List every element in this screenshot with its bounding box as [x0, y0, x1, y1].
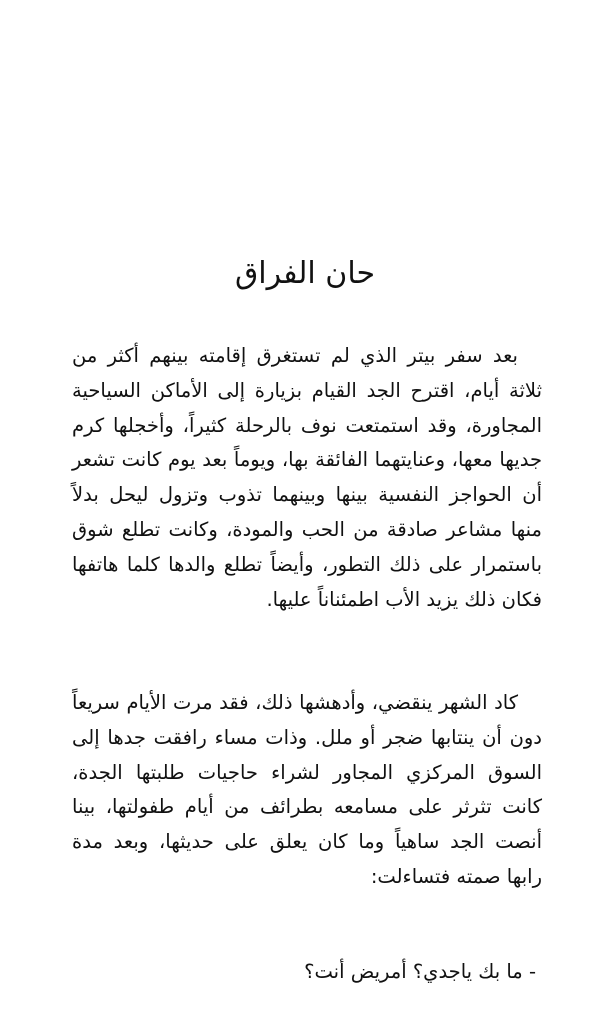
paragraph-1-text: بعد سفر بيتر الذي لم تستغرق إقامته بينهم أكثر من ثلاثة أيام، اقترح الجد القيام بزيارة إلى الأماكن السياحية المجاورة، وقد استمتعت نوف بالرحلة كثيراً، وأخجلها كرم جديها معها، وعنايتهما الفائقة بها، ويوماً بعد يوم كانت تشعر أن الحواجز النفسية بينها وبينهما تذوب وتزول ليحل بدلاً منها مشاعر صادقة من الحب والمودة، وكانت تطلع شوق باستمرار على ذلك التطور، وأيضاً تطلع والدها كلما هاتفها فكان ذلك يزيد الأب اطمئناناً عليها. — [72, 344, 542, 611]
paragraph-2-text: كاد الشهر ينقضي، وأدهشها ذلك، فقد مرت الأيام سريعاً دون أن ينتابها ضجر أو ملل. وذات مساء رافقت جدها إلى السوق المركزي المجاور لشراء حاجيات طلبتها الجدة، كانت تثرثر على مسامعه بطرائف من أيام طفولتها، بينا أنصت الجد ساهياً وما كان يعلق على حديثها، وبعد مدة رابها صمته فتساءلت: — [72, 691, 542, 888]
chapter-title: حان الفراق — [234, 256, 376, 291]
paragraph-1 — [72, 339, 542, 617]
dialogue-line: - ما بك ياجدي؟ أمريض أنت؟ — [304, 960, 536, 983]
paragraph-2 — [72, 686, 542, 895]
